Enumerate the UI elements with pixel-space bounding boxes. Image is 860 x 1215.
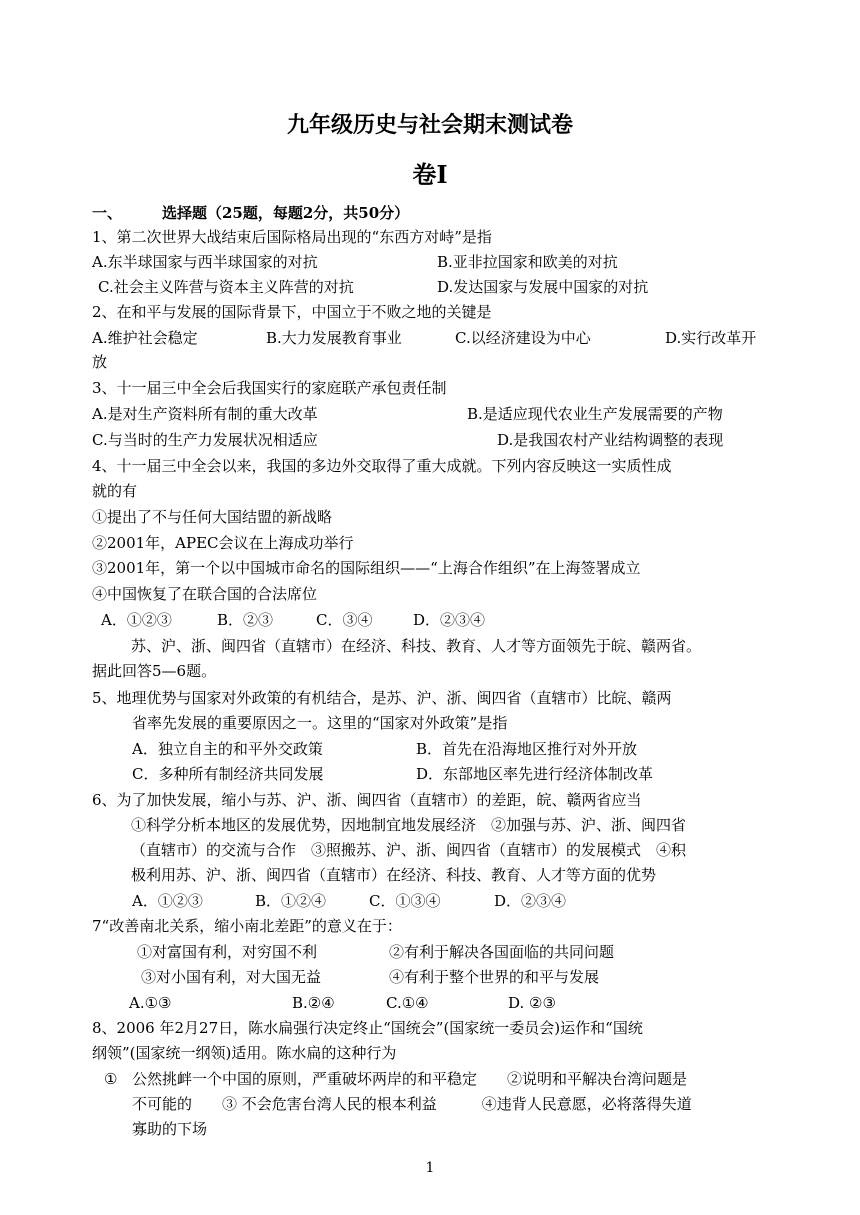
q1-stem: 1、第二次世界大战结束后国际格局出现的“东西方对峙”是指	[92, 228, 492, 246]
q3-option-c: C.与当时的生产力发展状况相适应	[92, 431, 318, 449]
q2-option-b: B.大力发展教育事业	[266, 329, 402, 347]
q2-option-d: D.实行改革开	[665, 329, 757, 347]
q6-options-line-1: ①科学分析本地区的发展优势，因地制宜地发展经济 ②加强与苏、沪、浙、闽四省	[131, 816, 687, 834]
q4-stem: 4、十一届三中全会以来，我国的多边外交取得了重大成就。下列内容反映这一实质性成	[92, 457, 672, 475]
q7-statement-3: ③对小国有利，对大国无益	[141, 968, 322, 986]
q2-option-c: C.以经济建设为中心	[455, 329, 591, 347]
q8-options-line-3: 寡助的下场	[132, 1120, 208, 1138]
q5-option-a: A．独立自主的和平外交政策	[132, 740, 323, 758]
q2-stem: 2、在和平与发展的国际背景下，中国立于不败之地的关键是	[92, 303, 492, 321]
q7-statement-1: ①对富国有利，对穷国不利	[137, 943, 318, 961]
q4-stem-continued: 就的有	[92, 482, 138, 500]
q5-option-d: D．东部地区率先进行经济体制改革	[416, 765, 654, 783]
q5-stem: 5、地理优势与国家对外政策的有机结合，是苏、沪、浙、闽四省（直辖市）比皖、赣两	[92, 689, 672, 707]
q4-statement-3: ③2001年，第一个以中国城市命名的国际组织——“上海合作组织”在上海签署成立	[92, 559, 641, 577]
q6-option-d: D．②③④	[494, 892, 567, 910]
q4-option-b: B．②③	[217, 611, 274, 629]
section-heading: 选择题（25题，每题2分，共50分）	[162, 204, 410, 222]
q4-statement-1: ①提出了不与任何大国结盟的新战略	[92, 508, 333, 526]
q5-option-c: C．多种所有制经济共同发展	[132, 765, 324, 783]
passage-line-1: 苏、沪、浙、闽四省（直辖市）在经济、科技、教育、人才等方面领先于皖、赣两省。	[131, 637, 702, 655]
q6-option-c: C．①③④	[369, 892, 441, 910]
q7-stem: 7“改善南北关系，缩小南北差距”的意义在于：	[92, 917, 402, 935]
q6-options-line-2: （直辖市）的交流与合作 ③照搬苏、沪、浙、闽四省（直辖市）的发展模式 ④积	[131, 841, 687, 859]
document-subtitle: 卷Ⅰ	[412, 160, 448, 189]
q3-option-a: A.是对生产资料所有制的重大改革	[92, 405, 318, 423]
page-number: 1	[425, 1160, 435, 1176]
q7-statement-2: ②有利于解决各国面临的共同问题	[389, 943, 615, 961]
q1-option-a: A.东半球国家与西半球国家的对抗	[92, 253, 318, 271]
q8-stem: 8、2006 年2月27日，陈水扁强行决定终止“国统会”(国家统一委员会)运作和“国统	[92, 1019, 643, 1037]
section-number: 一、	[92, 204, 123, 222]
q4-option-d: D．②③④	[413, 611, 486, 629]
q7-option-b: B.②④	[292, 994, 335, 1012]
q7-option-a: A.①③	[129, 994, 172, 1012]
q5-option-b: B．首先在沿海地区推行对外开放	[416, 740, 638, 758]
q3-option-b: B.是适应现代农业生产发展需要的产物	[467, 405, 723, 423]
q1-option-b: B.亚非拉国家和欧美的对抗	[437, 253, 618, 271]
q3-option-d: D.是我国农村产业结构调整的表现	[497, 431, 724, 449]
q3-stem: 3、十一届三中全会后我国实行的家庭联产承包责任制	[92, 379, 447, 397]
q8-stem-continued: 纲领”(国家统一纲领)适用。陈水扁的这种行为	[92, 1044, 397, 1062]
q1-option-c: C.社会主义阵营与资本主义阵营的对抗	[98, 278, 354, 296]
q6-option-a: A．①②③	[132, 892, 203, 910]
q8-options-line-1: 公然挑衅一个中国的原则，严重破坏两岸的和平稳定 ②说明和平解决台湾问题是	[132, 1070, 688, 1088]
q4-statement-4: ④中国恢复了在联合国的合法席位	[92, 585, 318, 603]
q6-option-b: B．①②④	[255, 892, 327, 910]
q8-option-number: ①	[104, 1070, 118, 1088]
q7-option-c: C.①④	[386, 994, 429, 1012]
q4-statement-2: ②2001年，APEC会议在上海成功举行	[92, 534, 354, 552]
q2-option-d-continued: 放	[92, 353, 108, 371]
q4-option-c: C．③④	[316, 611, 373, 629]
q4-option-a: A．①②③	[101, 611, 172, 629]
passage-line-2: 据此回答5—6题。	[92, 662, 217, 680]
q7-statement-4: ④有利于整个世界的和平与发展	[389, 968, 600, 986]
q5-stem-continued: 省率先发展的重要原因之一。这里的“国家对外政策”是指	[132, 714, 508, 732]
document-title: 九年级历史与社会期末测试卷	[286, 112, 573, 138]
q7-option-d: D. ②③	[508, 994, 556, 1012]
q8-options-line-2: 不可能的 ③ 不会危害台湾人民的根本利益 ④违背人民意愿，必将落得失道	[132, 1095, 692, 1113]
q1-option-d: D.发达国家与发展中国家的对抗	[437, 278, 649, 296]
q2-option-a: A.维护社会稳定	[92, 329, 198, 347]
q6-stem: 6、为了加快发展，缩小与苏、沪、浙、闽四省（直辖市）的差距，皖、赣两省应当	[92, 791, 642, 809]
q6-options-line-3: 极利用苏、沪、浙、闽四省（直辖市）在经济、科技、教育、人才等方面的优势	[131, 866, 657, 884]
